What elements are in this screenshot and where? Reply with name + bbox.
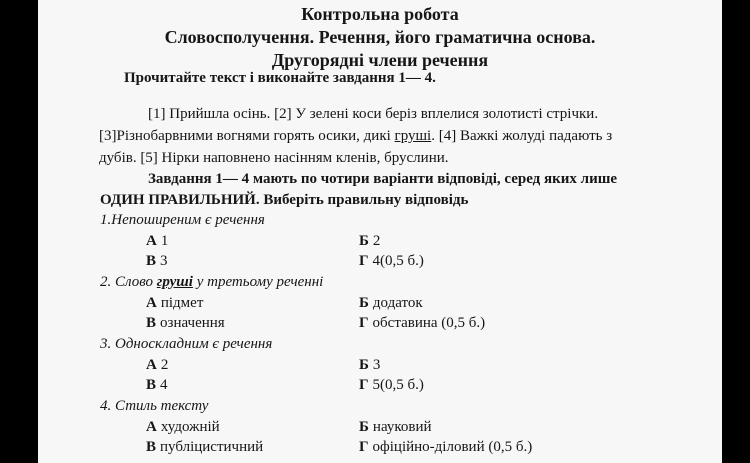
q4-option-b xyxy=(359,419,432,436)
question-3: 3. Односкладним є речення xyxy=(100,336,273,352)
option-letter: В xyxy=(146,253,157,269)
q1-option-c xyxy=(146,253,168,270)
q2-option-d xyxy=(359,315,485,332)
option-text: 5(0,5 б.) xyxy=(372,377,424,393)
option-letter: В xyxy=(146,439,157,455)
option-text: 1 xyxy=(160,233,169,249)
q2-option-b xyxy=(359,295,423,312)
option-text: художній xyxy=(160,419,220,435)
option-letter: В xyxy=(146,377,157,393)
text-line-3: дубів. [5] Нірки наповнено насінням кленів, бруслини. xyxy=(99,150,449,166)
q4-option-a xyxy=(146,419,220,436)
q3-option-b xyxy=(359,357,380,374)
option-letter: А xyxy=(146,233,157,249)
option-letter: Г xyxy=(359,439,369,455)
option-letter: Б xyxy=(359,295,369,311)
q2-option-c xyxy=(146,315,225,332)
left-black-border xyxy=(0,0,38,463)
document-subtitle: Словосполучення. Речення, його граматична основа. xyxy=(164,27,596,47)
question-2-start: 2. Слово xyxy=(100,274,157,290)
option-text: 4 xyxy=(160,377,168,393)
question-2 xyxy=(100,274,323,291)
question-4: 4. Стиль тексту xyxy=(100,398,209,414)
q3-option-d xyxy=(359,377,424,394)
option-text: публіцистичний xyxy=(160,439,264,455)
text-line-2-start: [3]Різнобарвними вогнями горять осики, дикі xyxy=(99,128,395,144)
document-subtitle-2: Другорядні члени речення xyxy=(271,50,489,70)
document-title: Контрольна робота xyxy=(301,4,459,24)
text-line-2 xyxy=(99,128,612,145)
document-page xyxy=(38,0,722,463)
option-letter: Б xyxy=(359,233,369,249)
option-letter: А xyxy=(146,295,157,311)
option-text: означення xyxy=(160,315,225,331)
option-text: підмет xyxy=(160,295,204,311)
option-text: 3 xyxy=(372,357,381,373)
option-text: науковий xyxy=(372,419,432,435)
option-letter: А xyxy=(146,357,157,373)
option-text: офіційно-діловий (0,5 б.) xyxy=(372,439,533,455)
underlined-word: груші xyxy=(394,128,432,144)
reading-instruction: Прочитайте текст і виконайте завдання 1— 4. xyxy=(124,70,436,86)
q1-option-b xyxy=(359,233,380,250)
q2-option-a xyxy=(146,295,203,312)
right-black-border xyxy=(722,0,750,463)
q1-option-a xyxy=(146,233,168,250)
q3-option-c xyxy=(146,377,168,394)
q1-option-d xyxy=(359,253,424,270)
q3-option-a xyxy=(146,357,168,374)
text-line-2-end: . [4] Важкі жолуді падають з xyxy=(431,128,613,144)
option-letter: Б xyxy=(359,357,369,373)
option-text: 2 xyxy=(160,357,169,373)
q4-option-c xyxy=(146,439,263,456)
option-letter: Г xyxy=(359,315,369,331)
option-text: обставина (0,5 б.) xyxy=(372,315,486,331)
question-1: 1.Непоширеним є речення xyxy=(100,212,265,228)
task-note-line-1: Завдання 1— 4 мають по чотири варіанти відповіді, серед яких лише xyxy=(148,171,618,187)
option-text: 2 xyxy=(372,233,381,249)
q4-option-d xyxy=(359,439,532,456)
task-note-line-2: ОДИН ПРАВИЛЬНИЙ. Виберіть правильну відповідь xyxy=(100,192,469,208)
option-letter: Б xyxy=(359,419,369,435)
option-text: 4(0,5 б.) xyxy=(372,253,424,269)
option-letter: Г xyxy=(359,377,369,393)
question-2-word: груші xyxy=(156,274,193,290)
question-2-end: у третьому реченні xyxy=(192,274,324,290)
text-line-1: [1] Прийшла осінь. [2] У зелені коси беріз вплелися золотисті стрічки. xyxy=(148,106,599,122)
option-letter: В xyxy=(146,315,157,331)
option-letter: Г xyxy=(359,253,369,269)
option-text: додаток xyxy=(372,295,423,311)
option-text: 3 xyxy=(160,253,168,269)
option-letter: А xyxy=(146,419,157,435)
